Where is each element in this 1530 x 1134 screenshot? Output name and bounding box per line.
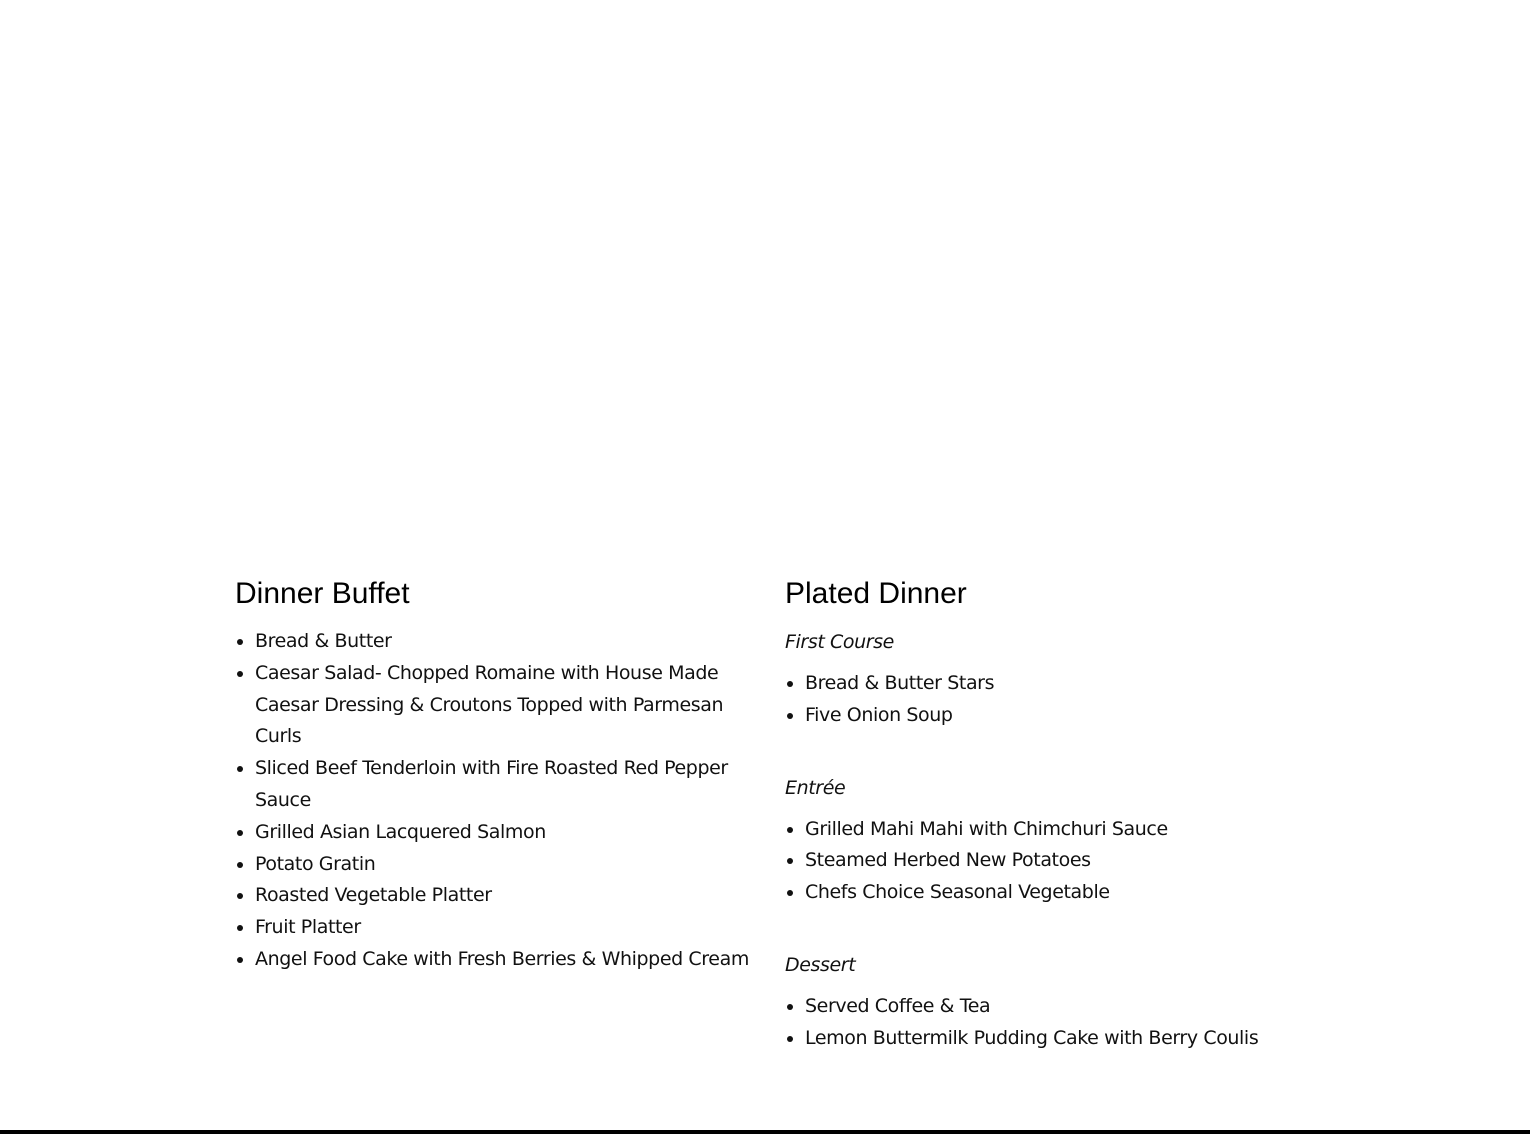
list-item: • Served Coffee & Tea	[805, 991, 1305, 1023]
list-item: • Five Onion Soup	[805, 700, 1305, 732]
plated-dinner-section	[785, 576, 1305, 1095]
dinner-buffet-title: Dinner Buffet	[235, 577, 410, 610]
list-item: • Grilled Mahi Mahi with Chimchuri Sauce	[805, 814, 1305, 846]
list-item: • Steamed Herbed New Potatoes	[805, 845, 1305, 877]
course-list	[785, 668, 1305, 732]
list-item: • Chefs Choice Seasonal Vegetable	[805, 877, 1305, 909]
plated-dinner-title: Plated Dinner	[785, 577, 967, 610]
list-item: • Sliced Beef Tenderloin with Fire Roasted Red Pepper Sauce	[255, 753, 755, 817]
course-list	[785, 814, 1305, 909]
course-title: Dessert	[785, 953, 856, 976]
list-item: • Fruit Platter	[255, 912, 755, 944]
list-item: • Bread & Butter Stars	[805, 668, 1305, 700]
footer-divider	[0, 1130, 1530, 1134]
list-item: • Potato Gratin	[255, 849, 755, 881]
course-title: Entrée	[785, 776, 846, 799]
dinner-buffet-section	[235, 576, 755, 976]
dinner-buffet-list	[235, 626, 755, 976]
list-item: • Angel Food Cake with Fresh Berries & Whipped Cream	[255, 944, 755, 976]
list-item: • Lemon Buttermilk Pudding Cake with Berry Coulis	[805, 1023, 1305, 1055]
list-item: • Grilled Asian Lacquered Salmon	[255, 817, 755, 849]
course-title: First Course	[785, 631, 894, 653]
course-list	[785, 991, 1305, 1055]
list-item: • Caesar Salad- Chopped Romaine with House Made Caesar Dressing & Croutons Topped with Parmesan Curls	[255, 658, 755, 753]
course-first	[785, 626, 1305, 732]
list-item: • Bread & Butter	[255, 626, 755, 658]
course-dessert	[785, 949, 1305, 1055]
list-item: • Roasted Vegetable Platter	[255, 880, 755, 912]
course-entree	[785, 772, 1305, 909]
